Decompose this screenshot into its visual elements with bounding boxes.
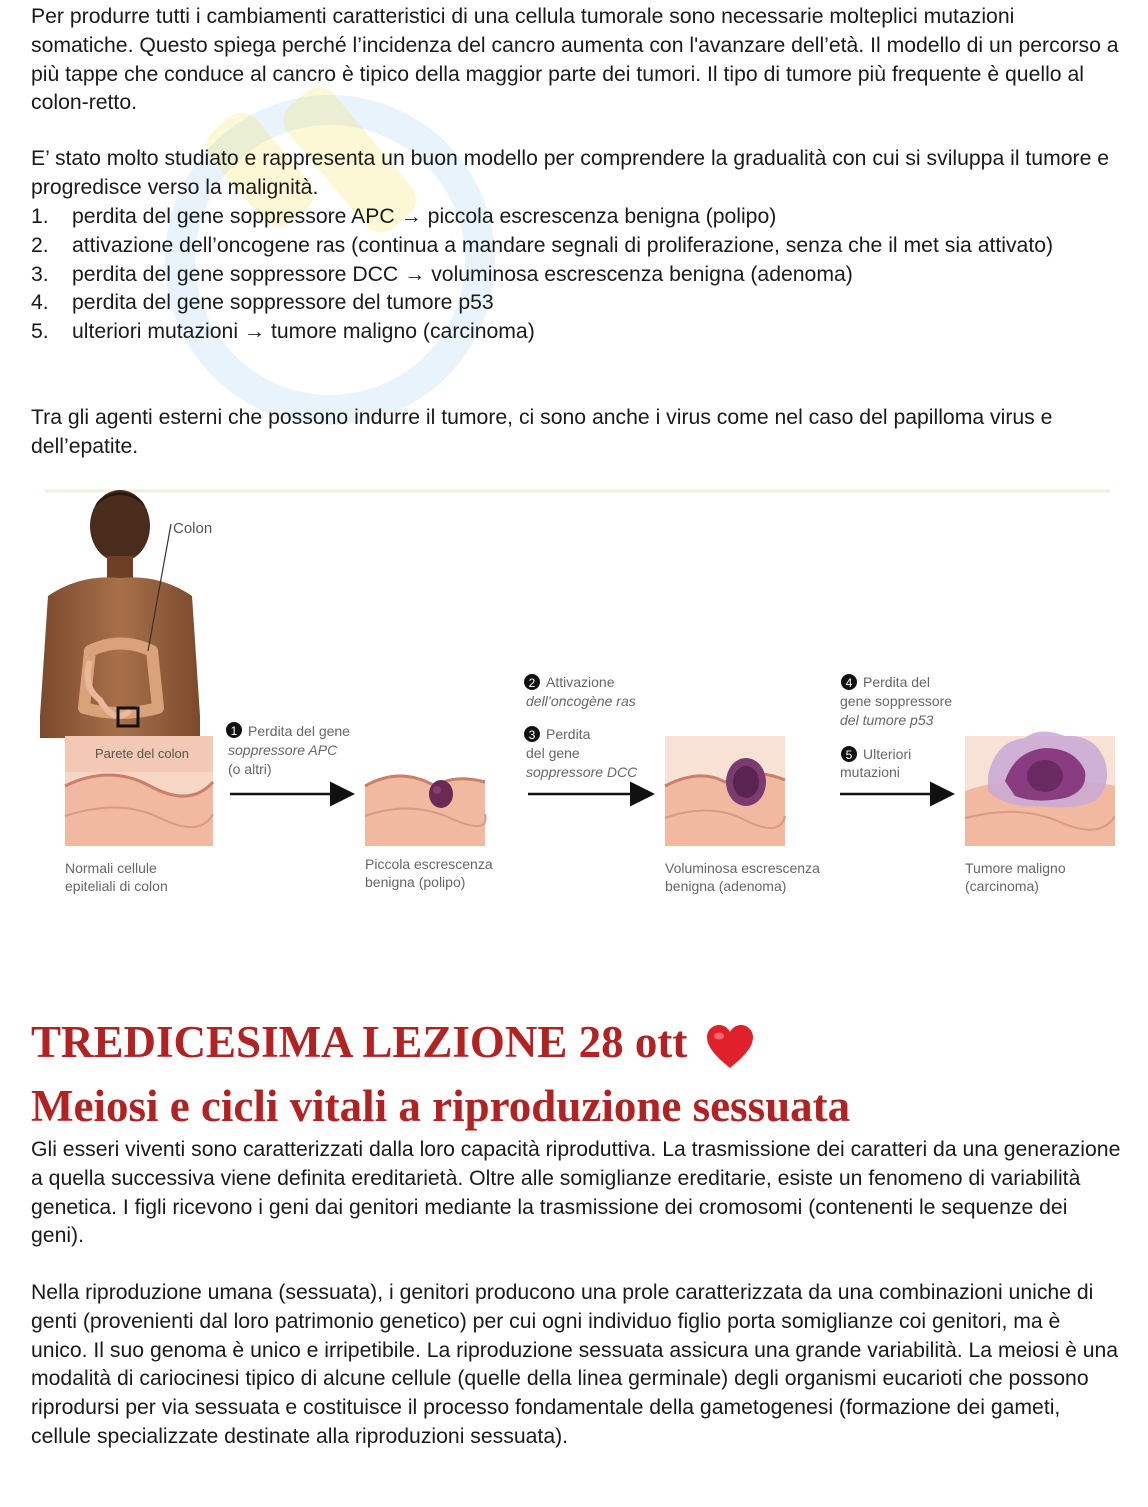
- list-number: 5.: [31, 320, 49, 344]
- intro-paragraph-3: Tra gli agenti esterni che possono indurre il tumore, ci sono anche i virus come nel caso del papilloma virus e dell’epatite.: [31, 406, 1053, 458]
- step5-line2: mutazioni: [840, 764, 900, 780]
- lesson-title: [31, 1013, 755, 1071]
- stage-carcinoma: [965, 731, 1115, 846]
- step1-number: 1: [230, 724, 238, 738]
- step4-number: 4: [845, 676, 853, 690]
- intro-paragraph-2: E’ stato molto studiato e rappresenta un buon modello per comprendere la gradualità con cui si sviluppa il tumore e progredisce verso la malignità.: [31, 147, 1110, 199]
- step3-number: 3: [528, 728, 536, 742]
- colon-wall-label: Parete del colon: [95, 746, 189, 761]
- list-number: 4.: [31, 291, 49, 315]
- stage4-label-line1: Tumore maligno: [965, 860, 1066, 876]
- intro-paragraph-1: Per produrre tutti i cambiamenti caratteristici di una cellula tumorale sono necessarie molteplici mutazioni somatiche. Questo spiega perché l’incidenza del cancro aumenta con l'avanzare dell’età. Il modello di un percorso a più tappe che conduce al cancro è tipico della maggior parte dei tumori. Il tipo di tumore più frequente è quello al colon-retto.: [31, 5, 1119, 115]
- lesson-paragraph-1: Gli esseri viventi sono caratterizzati dalla loro capacità riproduttiva. La trasmissione dei caratteri da una generazione a quella successiva viene definita ereditarietà. Oltre alle somiglianze ereditarie, esiste un fenomeno di variabilità genetica. I figli ricevono i geni dai genitori mediante la trasmissione dei cromosomi (contenenti le sequenze dei geni).: [31, 1138, 1121, 1248]
- mutation-steps-list: [31, 203, 1121, 347]
- step3-line1: Perdita: [546, 726, 591, 742]
- list-text: ulteriori mutazioni → tumore maligno (carcinoma): [72, 320, 535, 344]
- lesson-paragraph-2: Nella riproduzione umana (sessuata), i genitori producono una prole caratterizzata da una combinazioni uniche di genti (provenienti dal loro patrimonio genetico) per cui ogni individuo figlio porta somiglianze coi genitori, ma è unico. Il suo genoma è unico e irripetibile. La riproduzione sessuata assicura una grande variabilità. La meiosi è una modalità di cariocinesi tipico di alcune cellule (quelle della linea germinale) degli organismi eucarioti che possono riprodursi per via sessuata e costituisce il processo fondamentale della gametogenesi (formazione dei gameti, cellule specializzate destinate alla riproduzioni sessuata).: [31, 1281, 1119, 1448]
- stage-adenoma: [665, 736, 785, 846]
- step4-line1: Perdita del: [863, 674, 930, 690]
- step2-number: 2: [528, 676, 536, 690]
- list-text: perdita del gene soppressore del tumore p53: [72, 291, 494, 315]
- step2-line2: dell’oncogène ras: [526, 693, 636, 709]
- step1-line2: soppressore APC: [228, 742, 338, 758]
- list-item: [31, 261, 1121, 290]
- stage2-label-line2: benigna (polipo): [365, 874, 466, 890]
- step1-line3: (o altri): [228, 761, 272, 777]
- stage1-label-line1: Normali cellule: [65, 860, 157, 876]
- list-item: [31, 232, 1121, 261]
- stage4-label-line2: (carcinoma): [965, 878, 1039, 894]
- heart-icon: [705, 1024, 755, 1070]
- list-item: [31, 318, 1121, 347]
- stage1-label-line2: epiteliali di colon: [65, 878, 168, 894]
- step2-line1: Attivazione: [546, 674, 615, 690]
- step3-line3: soppressore DCC: [526, 764, 638, 780]
- step1-line1: Perdita del gene: [248, 723, 350, 739]
- list-text: perdita del gene soppressore DCC → voluminosa escrescenza benigna (adenoma): [72, 262, 853, 286]
- step4-line2: gene soppressore: [840, 693, 953, 709]
- stage3-label-line2: benigna (adenoma): [665, 878, 787, 894]
- colon-cancer-progression-figure: [40, 486, 1115, 906]
- stage3-label-line1: Voluminosa escrescenza: [665, 860, 820, 876]
- list-item: [31, 203, 1121, 232]
- lesson-title-text: TREDICESIMA LEZIONE 28 ott: [31, 1017, 688, 1067]
- step4-line3: del tumore p53: [840, 712, 934, 728]
- list-number: 3.: [31, 262, 49, 286]
- list-number: 1.: [31, 205, 49, 228]
- lesson-subtitle: Meiosi e cicli vitali a riproduzione sessuata: [31, 1081, 851, 1131]
- list-text: perdita del gene soppressore APC → piccola escrescenza benigna (polipo): [72, 205, 777, 228]
- stage-small-polyp: [365, 776, 486, 846]
- stage2-label-line1: Piccola escrescenza: [365, 856, 493, 872]
- step5-line1: Ulteriori: [863, 746, 912, 762]
- step3-line2: del gene: [526, 745, 580, 761]
- list-number: 2.: [31, 233, 49, 257]
- list-item: [31, 289, 1121, 318]
- step5-number: 5: [845, 748, 853, 762]
- list-text: attivazione dell’oncogene ras (continua a mandare segnali di proliferazione, senza che il met sia attivato): [72, 233, 1054, 257]
- colon-label: Colon: [173, 520, 213, 537]
